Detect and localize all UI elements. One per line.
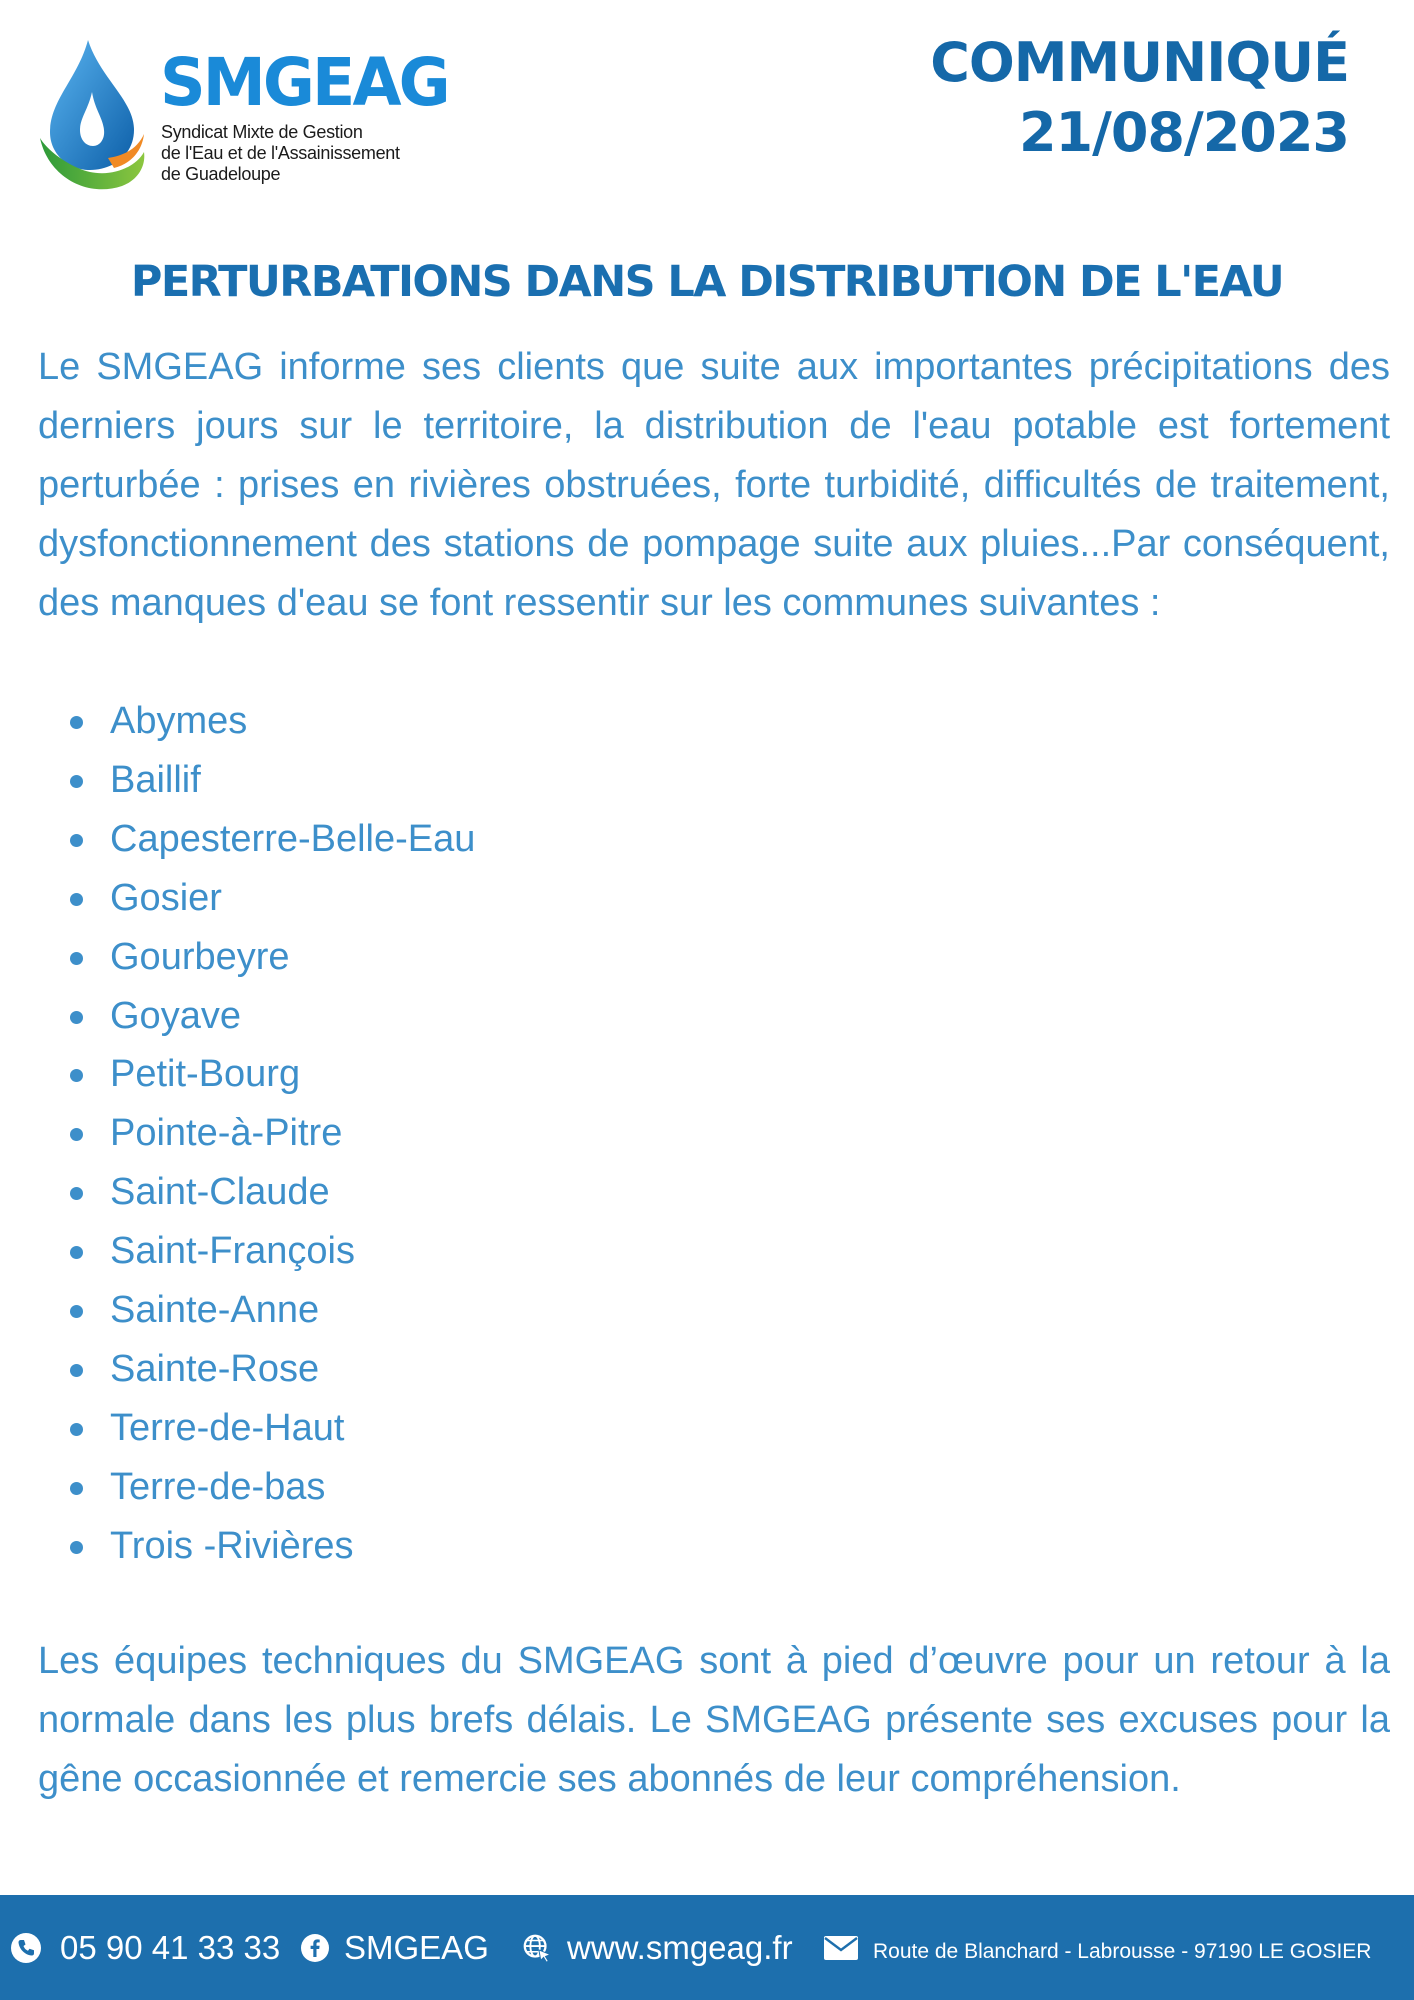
- footer-address: [823, 1895, 1371, 2000]
- address-text: Route de Blanchard - Labrousse - 97190 LE GOSIER: [873, 1939, 1372, 1963]
- brand-subtitle-line: de l'Eau et de l'Assainissement: [161, 143, 400, 163]
- water-drop-leaf-icon: [38, 38, 146, 194]
- footer-bar: [0, 1895, 1414, 2000]
- facebook-icon: [300, 1933, 330, 1963]
- page-title: PERTURBATIONS DANS LA DISTRIBUTION DE L'EAU: [130, 257, 1284, 307]
- facebook-handle: SMGEAG: [344, 1928, 489, 1966]
- list-item: Sainte-Rose: [110, 1340, 475, 1399]
- phone-icon: [10, 1932, 42, 1964]
- footer-phone[interactable]: [10, 1895, 280, 2000]
- footer-facebook[interactable]: [300, 1895, 489, 2000]
- list-item: Pointe-à-Pitre: [110, 1104, 475, 1163]
- list-item: Gosier: [110, 869, 475, 928]
- list-item: Saint-François: [110, 1222, 475, 1281]
- list-item: Terre-de-Haut: [110, 1399, 475, 1458]
- list-item: Baillif: [110, 751, 475, 810]
- list-item: Terre-de-bas: [110, 1458, 475, 1517]
- brand-name: SMGEAG: [160, 44, 448, 121]
- list-item: Sainte-Anne: [110, 1281, 475, 1340]
- list-item: Trois -Rivières: [110, 1517, 475, 1576]
- list-item: Saint-Claude: [110, 1163, 475, 1222]
- phone-number: 05 90 41 33 33: [60, 1928, 281, 1966]
- footer-website[interactable]: [521, 1895, 793, 2000]
- communique-block: [930, 28, 1349, 168]
- list-item: Abymes: [110, 692, 475, 751]
- closing-paragraph: Les équipes techniques du SMGEAG sont à pied d’œuvre pour un retour à la normale dans les plus brefs délais. Le SMGEAG présente ses excuses pour la gêne occasionnée et remercie ses abonnés de leur compréhension.: [38, 1640, 1390, 1800]
- list-item: Capesterre-Belle-Eau: [110, 810, 475, 869]
- brand-subtitle-line: Syndicat Mixte de Gestion: [161, 122, 363, 142]
- commune-list: [110, 692, 475, 1576]
- website-link[interactable]: www.smgeag.fr: [567, 1928, 793, 1966]
- brand-subtitle-line: de Guadeloupe: [161, 164, 281, 184]
- header: [0, 0, 1414, 220]
- communique-date: 21/08/2023: [1018, 101, 1349, 164]
- envelope-icon: [823, 1935, 859, 1961]
- list-item: Petit-Bourg: [110, 1045, 475, 1104]
- list-item: Gourbeyre: [110, 928, 475, 987]
- brand-subtitle: [161, 122, 461, 185]
- globe-cursor-icon: [521, 1932, 553, 1964]
- list-item: Goyave: [110, 987, 475, 1046]
- smgeag-logo: [38, 38, 458, 198]
- intro-paragraph: Le SMGEAG informe ses clients que suite aux importantes précipitations des derniers jours sur le territoire, la distribution de l'eau potable est fortement perturbée : prises en rivières obstruées, forte turbidité, difficultés de traitement, dysfonctionnement des stations de pompage suite aux pluies...Par conséquent, des manques d'eau se font ressentir sur les communes suivantes :: [38, 346, 1390, 624]
- communique-label: COMMUNIQUÉ: [930, 31, 1349, 94]
